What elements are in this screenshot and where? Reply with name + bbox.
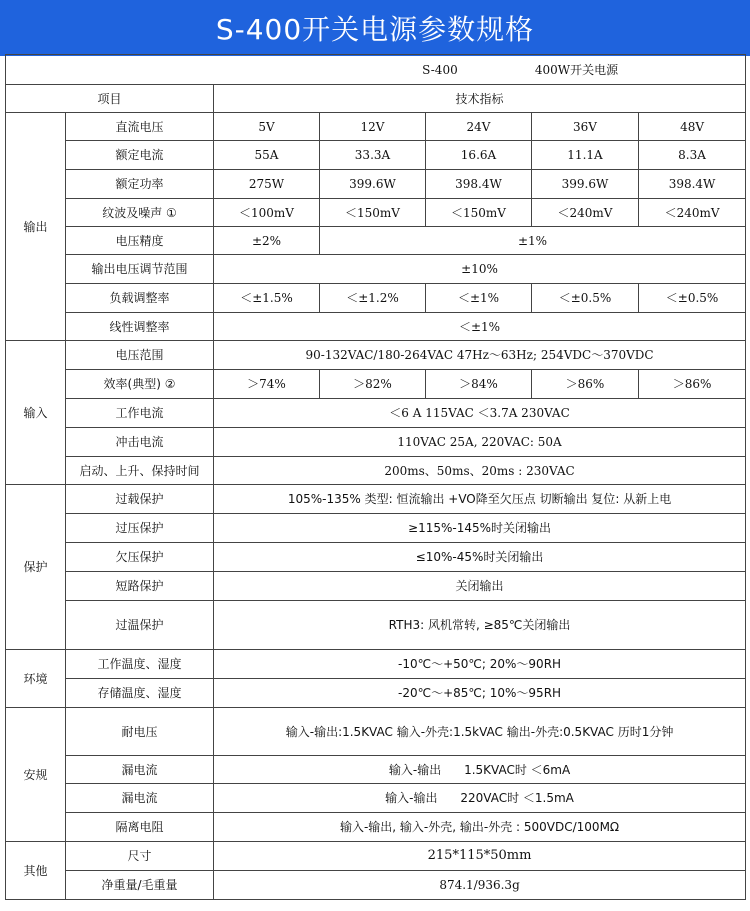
table-row [6,514,746,543]
header-item: 项目 [6,85,214,113]
page-title: S-400开关电源参数规格 [0,0,750,56]
row-label: 漏电流 [66,756,214,784]
cell: ＜±1% [214,313,746,341]
cell: RTH3: 风机常转, ≥85℃关闭输出 [214,601,746,650]
cell: 输入-输出:1.5KVAC 输入-外壳:1.5kVAC 输出-外壳:0.5KVAC 历时1分钟 [214,708,746,756]
table-row [6,543,746,572]
table-row [6,227,746,255]
table-row [6,284,746,313]
cell: ±2% [214,227,320,255]
header-row [6,85,746,113]
table-row [6,601,746,650]
cell: 11.1A [532,141,639,170]
cell: ≤10%-45%时关闭输出 [214,543,746,572]
cell: 200ms、50ms、20ms : 230VAC [214,457,746,485]
cell: ＞84% [426,370,532,399]
row-label: 隔离电阻 [66,813,214,842]
table-row [6,679,746,708]
section-environment: 环境 [6,650,66,708]
cell: ≥115%-145%时关闭输出 [214,514,746,543]
table-row [6,113,746,141]
cell: ＜150mV [426,199,532,227]
row-label: 输出电压调节范围 [66,255,214,284]
row-label: 过温保护 [66,601,214,650]
cell: 215*115*50mm [214,842,746,871]
row-label: 电压范围 [66,341,214,370]
cell: 55A [214,141,320,170]
spec-table [5,54,746,900]
section-other: 其他 [6,842,66,900]
cell: 关闭输出 [214,572,746,601]
table-row [6,756,746,784]
cell: ＜6 A 115VAC ＜3.7A 230VAC [214,399,746,428]
row-label: 过压保护 [66,514,214,543]
section-output: 输出 [6,113,66,341]
cell: 399.6W [320,170,426,199]
table-row [6,842,746,871]
cell: 874.1/936.3g [214,871,746,900]
table-row [6,650,746,679]
cell: ＜±0.5% [532,284,639,313]
cell: ＜±0.5% [639,284,746,313]
cell: ＜240mV [532,199,639,227]
table-row [6,370,746,399]
cell: 输入-输出 1.5KVAC时 ＜6mA [214,756,746,784]
row-label: 过载保护 [66,485,214,514]
row-label: 负载调整率 [66,284,214,313]
header-spec: 技术指标 [214,85,746,113]
row-label: 直流电压 [66,113,214,141]
row-label: 欠压保护 [66,543,214,572]
row-label: 电压精度 [66,227,214,255]
table-row [6,813,746,842]
cell: ＞82% [320,370,426,399]
cell: ＜150mV [320,199,426,227]
table-row [6,170,746,199]
cell: -20℃～+85℃; 10%～95RH [214,679,746,708]
row-label: 工作温度、湿度 [66,650,214,679]
cell: ＞86% [532,370,639,399]
cell: 36V [532,113,639,141]
row-label: 效率(典型) ② [66,370,214,399]
table-row [6,313,746,341]
table-row [6,871,746,900]
cell: 399.6W [532,170,639,199]
model-name: S-400 [422,62,458,77]
cell: ＞74% [214,370,320,399]
cell: 105%-135% 类型: 恒流输出 +VO降至欠压点 切断输出 复位: 从新上电 [214,485,746,514]
cell: 24V [426,113,532,141]
cell: 110VAC 25A, 220VAC: 50A [214,428,746,457]
table-row [6,199,746,227]
cell: ±10% [214,255,746,284]
model-row [6,55,746,85]
row-label: 存储温度、湿度 [66,679,214,708]
cell: 398.4W [639,170,746,199]
cell: ±1% [320,227,746,255]
row-label: 冲击电流 [66,428,214,457]
cell: ＜100mV [214,199,320,227]
row-label: 净重量/毛重量 [66,871,214,900]
cell: 398.4W [426,170,532,199]
table-row [6,255,746,284]
table-row [6,572,746,601]
row-label: 尺寸 [66,842,214,871]
table-row [6,341,746,370]
cell: 275W [214,170,320,199]
cell: 16.6A [426,141,532,170]
cell: ＜±1% [426,284,532,313]
row-label: 耐电压 [66,708,214,756]
table-row [6,428,746,457]
cell: ＜240mV [639,199,746,227]
cell: ＜±1.5% [214,284,320,313]
section-input: 输入 [6,341,66,485]
model-desc: 400W开关电源 [534,62,619,77]
cell: -10℃～+50℃; 20%～90RH [214,650,746,679]
section-protection: 保护 [6,485,66,650]
cell: 输入-输出, 输入-外壳, 输出-外壳 : 500VDC/100MΩ [214,813,746,842]
table-row [6,399,746,428]
row-label: 漏电流 [66,784,214,813]
table-row [6,141,746,170]
row-label: 工作电流 [66,399,214,428]
row-label: 线性调整率 [66,313,214,341]
row-label: 额定功率 [66,170,214,199]
cell: ＜±1.2% [320,284,426,313]
table-row [6,457,746,485]
table-row [6,485,746,514]
cell: 5V [214,113,320,141]
section-safety: 安规 [6,708,66,842]
cell: 48V [639,113,746,141]
cell: 输入-输出 220VAC时 ＜1.5mA [214,784,746,813]
row-label: 短路保护 [66,572,214,601]
cell: 8.3A [639,141,746,170]
cell: ＞86% [639,370,746,399]
cell: 12V [320,113,426,141]
row-label: 启动、上升、保持时间 [66,457,214,485]
table-row [6,784,746,813]
row-label: 纹波及噪声 ① [66,199,214,227]
cell: 33.3A [320,141,426,170]
row-label: 额定电流 [66,141,214,170]
cell: 90-132VAC/180-264VAC 47Hz～63Hz; 254VDC～370VDC [214,341,746,370]
table-row [6,708,746,756]
